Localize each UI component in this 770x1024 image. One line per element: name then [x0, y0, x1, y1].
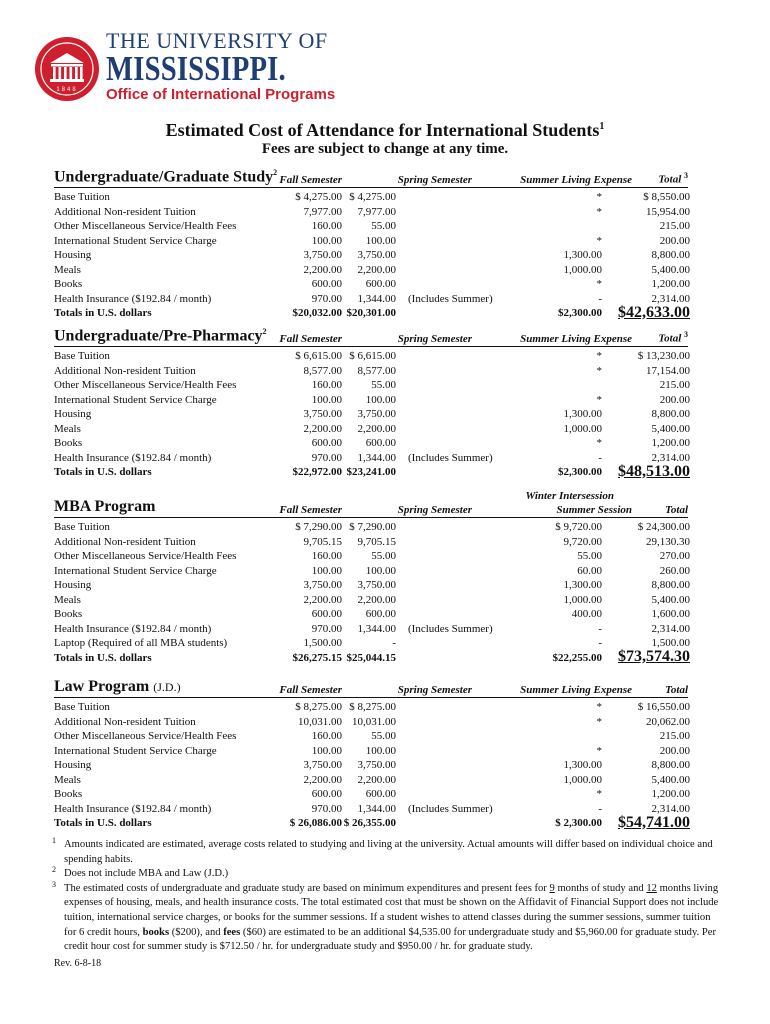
university-seal-icon [34, 36, 100, 102]
spring-value: - [392, 637, 396, 649]
cost-section [54, 488, 714, 665]
fall-value: 160.00 [311, 730, 342, 742]
row-label: Base Tuition [54, 521, 110, 533]
footnote-1: 1 Amounts indicated are estimated, average costs related to studying and living at the university. Actual amounts will differ based on individual choice and spending habits. [52, 836, 713, 865]
row-label: Additional Non-resident Tuition [54, 535, 196, 548]
row-label: Meals [54, 593, 81, 606]
summer-value: - [598, 292, 602, 305]
summer-value: 1,300.00 [563, 579, 602, 591]
column-header-fall: Fall Semester [279, 684, 342, 696]
row-label: Additional Non-resident Tuition [54, 205, 196, 218]
summer-value: * [596, 744, 602, 757]
section-title: MBA Program [54, 498, 156, 515]
wordmark-line-2: MISSISSIPPI. [106, 49, 286, 88]
total-value: 215.00 [659, 220, 690, 232]
section-header [54, 325, 714, 347]
row-label: Housing [54, 249, 92, 261]
spring-note: (Includes Summer) [408, 622, 493, 635]
section-header [54, 166, 714, 188]
grand-total: $48,513.00 [618, 462, 690, 480]
cost-row [54, 758, 714, 773]
cost-section [54, 676, 714, 831]
column-header-winter: Winter Intersession [525, 490, 614, 502]
summer-value: 1,000.00 [563, 593, 602, 606]
spring-value: 3,750.00 [357, 249, 396, 261]
total-value: 2,314.00 [651, 451, 690, 464]
fall-total: $ 26,086.00 [289, 817, 342, 829]
spring-value: 55.00 [371, 730, 396, 742]
spring-note: (Includes Summer) [408, 451, 493, 464]
row-label: Housing [54, 759, 92, 771]
section-footnote-mark: 2 [273, 167, 278, 177]
page-title: Estimated Cost of Attendance for International Students$^1$ [165, 120, 605, 140]
spring-value: 1,344.00 [357, 622, 396, 635]
spring-value: 100.00 [365, 234, 396, 247]
spring-total: $ 26,355.00 [343, 817, 396, 829]
column-header-spring: Spring Semester [397, 504, 472, 516]
spring-total: $25,044.15 [346, 651, 396, 664]
column-header-spring: Spring Semester [397, 684, 472, 696]
summer-value: * [596, 205, 602, 218]
row-label: Base Tuition [54, 701, 110, 713]
row-label: Base Tuition [54, 350, 110, 362]
summer-value: * [596, 191, 602, 203]
spring-value: $ 8,275.00 [349, 701, 396, 713]
wordmark-line-1: THE UNIVERSITY OF [106, 28, 328, 53]
summer-value: 1,000.00 [563, 422, 602, 435]
summer-value: 1,000.00 [563, 773, 602, 786]
cost-row [54, 292, 714, 307]
fall-value: 2,200.00 [303, 593, 342, 606]
summer-total: $2,300.00 [558, 307, 602, 319]
cost-row [54, 700, 714, 715]
cost-row [54, 248, 714, 263]
spring-value: 100.00 [365, 564, 396, 577]
fall-total: $22,972.00 [292, 466, 342, 478]
section-header [54, 488, 714, 518]
spring-value: 2,200.00 [357, 773, 396, 786]
row-label: Meals [54, 263, 81, 276]
summer-value: * [596, 393, 602, 406]
summer-value: * [596, 715, 602, 728]
fall-value: 1,500.00 [303, 637, 342, 649]
summer-value: - [598, 622, 602, 635]
row-label: Additional Non-resident Tuition [54, 364, 196, 377]
footnote-2: 2 Does not include MBA and Law (J.D.) [52, 865, 229, 880]
fall-value: 10,031.00 [298, 715, 342, 728]
summer-value: * [596, 701, 602, 713]
fall-value: 3,750.00 [303, 408, 342, 420]
row-label: International Student Service Charge [54, 393, 217, 406]
university-wordmark [106, 30, 335, 104]
fall-value: 9,705.15 [303, 535, 342, 548]
cost-row [54, 205, 714, 220]
spring-value: 600.00 [365, 437, 396, 449]
office-name: Office of International Programs [106, 86, 336, 103]
column-header-total: Total [665, 504, 688, 516]
cost-row [54, 773, 714, 788]
fall-value: 160.00 [311, 550, 342, 562]
row-label: Books [54, 608, 83, 620]
fall-value: 160.00 [311, 220, 342, 232]
spring-value: 55.00 [371, 379, 396, 391]
total-value: $ 16,550.00 [637, 701, 690, 713]
section-title: Law Program (J.D.) [54, 678, 181, 695]
summer-value: $ 9,720.00 [555, 521, 602, 533]
fall-value: 600.00 [311, 608, 342, 620]
summer-value: - [598, 451, 602, 464]
section-title: Undergraduate/Pre-Pharmacy$^2$ [54, 326, 267, 344]
spring-value: 600.00 [365, 278, 396, 290]
fall-value: $ 7,290.00 [295, 521, 342, 533]
total-value: 2,314.00 [651, 802, 690, 815]
total-value: 1,500.00 [651, 637, 690, 649]
column-header-summer: Summer Session [556, 504, 632, 516]
cost-row [54, 549, 714, 564]
fall-value: 600.00 [311, 788, 342, 800]
row-label: Books [54, 788, 83, 800]
fall-value: 2,200.00 [303, 263, 342, 276]
total-value: 215.00 [659, 730, 690, 742]
fall-value: 600.00 [311, 437, 342, 449]
cost-row [54, 277, 714, 292]
total-value: $ 13,230.00 [637, 350, 690, 362]
cost-row [54, 378, 714, 393]
fall-value: 100.00 [311, 393, 342, 406]
total-value: 8,800.00 [651, 579, 690, 591]
spring-value: 9,705.15 [357, 535, 396, 548]
row-label: Laptop (Required of all MBA students) [54, 637, 228, 649]
fall-value: 2,200.00 [303, 422, 342, 435]
total-value: 20,062.00 [646, 715, 690, 728]
total-value: 200.00 [659, 393, 690, 406]
fall-value: 2,200.00 [303, 773, 342, 786]
total-value: 5,400.00 [651, 263, 690, 276]
cost-row [54, 622, 714, 637]
summer-value: 1,300.00 [563, 759, 602, 771]
row-label: Books [54, 278, 83, 290]
summer-value: 55.00 [577, 550, 602, 562]
cost-row [54, 422, 714, 437]
spring-value: 600.00 [365, 608, 396, 620]
column-header-spring: Spring Semester [397, 333, 472, 345]
grand-total: $42,633.00 [618, 303, 690, 321]
fall-value: 3,750.00 [303, 579, 342, 591]
row-label: Health Insurance ($192.84 / month) [54, 622, 212, 635]
totals-label: Totals in U.S. dollars [54, 651, 152, 664]
cost-row [54, 802, 714, 817]
section-subtitle: (J.D.) [153, 680, 181, 694]
column-header-total: Total $^3$ [658, 330, 688, 345]
row-label: Housing [54, 408, 92, 420]
spring-value: 8,577.00 [357, 364, 396, 377]
revision-date: Rev. 6-8-18 [54, 957, 102, 969]
row-label: Meals [54, 773, 81, 786]
row-label: International Student Service Charge [54, 564, 217, 577]
column-header-fall: Fall Semester [279, 504, 342, 516]
cost-row [54, 263, 714, 278]
fall-value: 7,977.00 [303, 205, 342, 218]
row-label: Meals [54, 422, 81, 435]
summer-value: - [598, 637, 602, 649]
spring-value: 1,344.00 [357, 292, 396, 305]
section-header [54, 676, 714, 698]
fall-value: 8,577.00 [303, 364, 342, 377]
fall-total: $20,032.00 [292, 307, 342, 319]
summer-value: 60.00 [577, 564, 602, 577]
cost-row [54, 234, 714, 249]
page-subtitle: Fees are subject to change at any time. [261, 141, 509, 157]
spring-value: 7,977.00 [357, 205, 396, 218]
summer-value: * [596, 278, 602, 290]
cost-row [54, 349, 714, 364]
spring-value: 2,200.00 [357, 422, 396, 435]
cost-row [54, 564, 714, 579]
cost-row [54, 744, 714, 759]
total-value: 8,800.00 [651, 249, 690, 261]
summer-value: * [596, 234, 602, 247]
fall-value: 970.00 [311, 292, 342, 305]
spring-value: $ 4,275.00 [349, 191, 396, 203]
row-label: Health Insurance ($192.84 / month) [54, 451, 212, 464]
total-value: 8,800.00 [651, 759, 690, 771]
summer-value: 400.00 [571, 608, 602, 620]
row-label: Other Miscellaneous Service/Health Fees [54, 379, 237, 391]
row-label: Books [54, 437, 83, 449]
total-value: 1,200.00 [651, 437, 690, 449]
grand-total: $73,574.30 [618, 648, 690, 665]
spring-value: $ 6,615.00 [349, 350, 396, 362]
row-label: Other Miscellaneous Service/Health Fees [54, 220, 237, 232]
column-header-fall: Fall Semester [279, 174, 342, 186]
column-header-fall: Fall Semester [279, 333, 342, 345]
spring-note: (Includes Summer) [408, 802, 493, 815]
totals-label: Totals in U.S. dollars [54, 466, 152, 478]
section-footnote-mark: 2 [262, 326, 267, 336]
fall-value: 100.00 [311, 234, 342, 247]
row-label: Base Tuition [54, 191, 110, 203]
footnote-3: 3 The estimated costs of undergraduate and graduate study are based on minimum expenditures and present fees for 9 months of study and 12 months living expenses of housing, meals, and health insurance costs. The total estimated cost that must be shown on the Affidavit of Financial Support does not include tuition, international service charges, or books for the summer sessions. If a student wishes to attend classes during the summer sessions, summer tuition for 6 credit hours, books ($200), and fees ($60) are estimated to be an additional $4,535.00 for undergraduate study and $5,960.00 for graduate study. Per credit hour cost for summer study is $712.50 / hr. for undergraduate study and $950.00 / hr. for graduate study. [52, 879, 719, 953]
total-value: 8,800.00 [651, 408, 690, 420]
fall-value: 970.00 [311, 451, 342, 464]
header-rule [54, 187, 688, 188]
fall-value: $ 8,275.00 [295, 701, 342, 713]
cost-row [54, 787, 714, 802]
totals-row [54, 813, 714, 831]
header-rule [54, 697, 688, 698]
totals-label: Totals in U.S. dollars [54, 817, 152, 829]
column-header-summer: Summer Living Expense [520, 684, 632, 696]
summer-total: $22,255.00 [552, 651, 602, 664]
column-header-summer: Summer Living Expense [520, 333, 632, 345]
cost-row [54, 364, 714, 379]
cost-row [54, 520, 714, 535]
spring-value: 10,031.00 [352, 715, 396, 728]
summer-value: * [596, 437, 602, 449]
summer-value: 9,720.00 [563, 535, 602, 548]
column-header-total: Total $^3$ [658, 171, 688, 186]
footnotes [54, 838, 722, 971]
grand-total: $54,741.00 [618, 813, 690, 831]
cost-row [54, 636, 714, 651]
total-value: 2,314.00 [651, 622, 690, 635]
row-label: Health Insurance ($192.84 / month) [54, 292, 212, 305]
summer-value: - [598, 802, 602, 815]
column-header-spring: Spring Semester [397, 174, 472, 186]
university-header [34, 30, 334, 110]
spring-value: 100.00 [365, 393, 396, 406]
spring-value: 100.00 [365, 744, 396, 757]
spring-value: 1,344.00 [357, 451, 396, 464]
spring-value: 55.00 [371, 550, 396, 562]
svg-text:1848: 1848 [56, 87, 78, 93]
totals-row [54, 648, 714, 666]
cost-row [54, 593, 714, 608]
spring-value: 3,750.00 [357, 579, 396, 591]
fall-value: 3,750.00 [303, 759, 342, 771]
row-label: International Student Service Charge [54, 234, 217, 247]
cost-row [54, 535, 714, 550]
totals-row [54, 462, 714, 480]
totals-row [54, 303, 714, 321]
cost-row [54, 451, 714, 466]
summer-total: $ 2,300.00 [555, 817, 602, 829]
total-value: 1,600.00 [651, 608, 690, 620]
row-label: Additional Non-resident Tuition [54, 715, 196, 728]
cost-row [54, 393, 714, 408]
row-label: Housing [54, 579, 92, 591]
spring-value: 600.00 [365, 788, 396, 800]
fall-value: $ 6,615.00 [295, 350, 342, 362]
fall-value: 970.00 [311, 802, 342, 815]
total-value: 215.00 [659, 379, 690, 391]
summer-value: * [596, 350, 602, 362]
summer-total: $2,300.00 [558, 466, 602, 478]
cost-section [54, 166, 714, 321]
row-label: International Student Service Charge [54, 744, 217, 757]
total-value: $ 8,550.00 [643, 191, 690, 203]
total-value: 5,400.00 [651, 593, 690, 606]
header-rule [54, 517, 688, 518]
cost-row [54, 715, 714, 730]
spring-value: 2,200.00 [357, 263, 396, 276]
cost-row [54, 729, 714, 744]
row-label: Health Insurance ($192.84 / month) [54, 802, 212, 815]
total-value: 5,400.00 [651, 422, 690, 435]
column-header-total: Total [665, 684, 688, 696]
fall-value: 100.00 [311, 564, 342, 577]
total-value: 17,154.00 [646, 364, 690, 377]
cost-row [54, 607, 714, 622]
total-value: 200.00 [659, 744, 690, 757]
spring-value: 55.00 [371, 220, 396, 232]
total-value: 2,314.00 [651, 292, 690, 305]
fall-total: $26,275.15 [292, 651, 342, 664]
total-value: 29,130.30 [646, 535, 690, 548]
row-label: Other Miscellaneous Service/Health Fees [54, 730, 237, 742]
spring-value: $ 7,290.00 [349, 521, 396, 533]
fall-value: 3,750.00 [303, 249, 342, 261]
total-value: 270.00 [659, 550, 690, 562]
spring-total: $20,301.00 [346, 307, 396, 319]
summer-value: 1,300.00 [563, 408, 602, 420]
totals-label: Totals in U.S. dollars [54, 307, 152, 319]
total-value: $ 24,300.00 [637, 521, 690, 533]
spring-value: 2,200.00 [357, 593, 396, 606]
header-rule [54, 346, 688, 347]
cost-row [54, 219, 714, 234]
fall-value: 100.00 [311, 744, 342, 757]
fall-value: 160.00 [311, 379, 342, 391]
fall-value: 970.00 [311, 622, 342, 635]
summer-value: * [596, 788, 602, 800]
total-value: 200.00 [659, 234, 690, 247]
summer-value: 1,000.00 [563, 263, 602, 276]
spring-total: $23,241.00 [346, 466, 396, 478]
cost-row [54, 190, 714, 205]
total-value: 15,954.00 [646, 205, 690, 218]
column-header-summer: Summer Living Expense [520, 174, 632, 186]
cost-section [54, 325, 714, 480]
cost-row [54, 578, 714, 593]
spring-value: 1,344.00 [357, 802, 396, 815]
total-value: 1,200.00 [651, 788, 690, 800]
total-value: 1,200.00 [651, 278, 690, 290]
fall-value: 600.00 [311, 278, 342, 290]
cost-row [54, 436, 714, 451]
cost-row [54, 407, 714, 422]
row-label: Other Miscellaneous Service/Health Fees [54, 550, 237, 562]
spring-value: 3,750.00 [357, 759, 396, 771]
section-title: Undergraduate/Graduate Study$^2$ [54, 167, 278, 185]
summer-value: * [596, 364, 602, 377]
title-footnote-mark: 1 [599, 121, 605, 132]
summer-value: 1,300.00 [563, 249, 602, 261]
total-value: 5,400.00 [651, 773, 690, 786]
total-value: 260.00 [659, 564, 690, 577]
spring-note: (Includes Summer) [408, 292, 493, 305]
spring-value: 3,750.00 [357, 408, 396, 420]
fall-value: $ 4,275.00 [295, 191, 342, 203]
